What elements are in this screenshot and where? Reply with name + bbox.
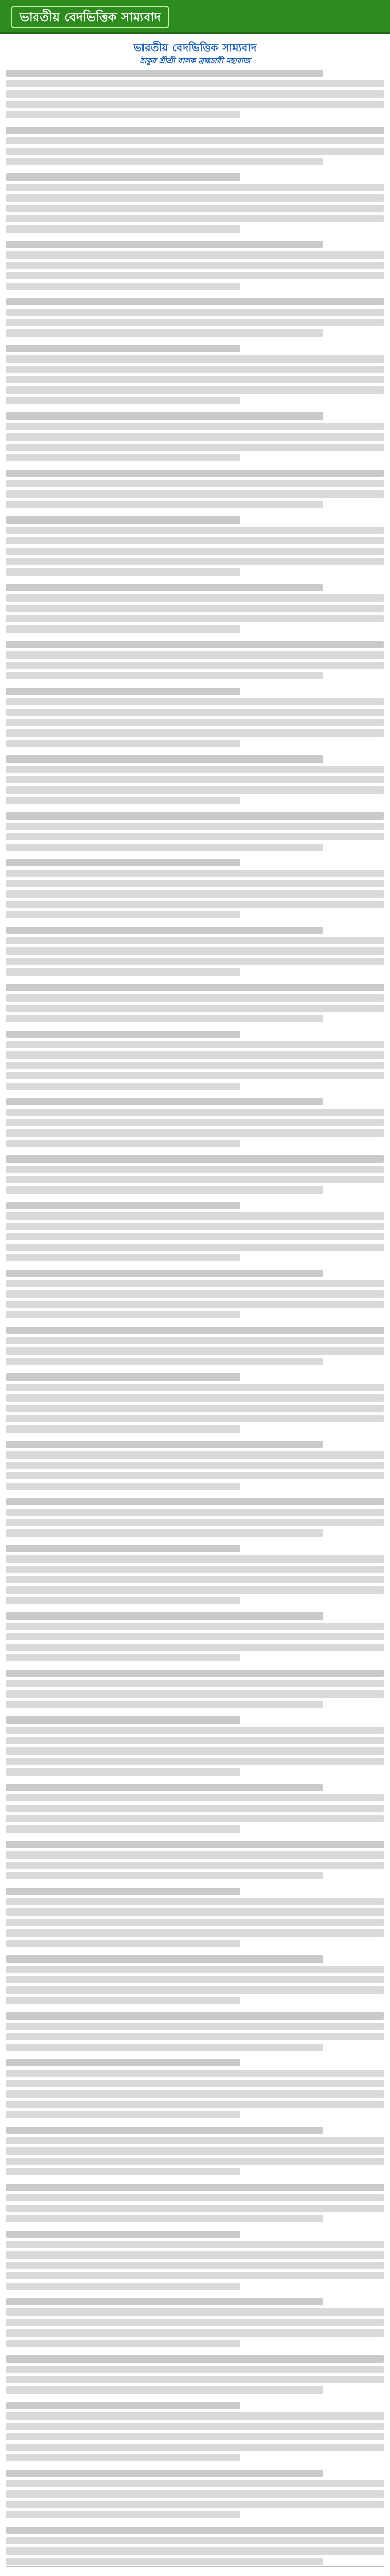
question-line (6, 2470, 323, 2477)
paragraph-gap (6, 1093, 384, 1098)
question-line (6, 755, 323, 763)
text-line (6, 215, 384, 222)
text-line (6, 2423, 384, 2430)
paragraph-gap (6, 854, 384, 859)
text-line (6, 1415, 384, 1422)
question-line (6, 2527, 384, 2534)
text-line (6, 870, 384, 877)
paragraph-gap (6, 236, 384, 241)
question-line (6, 2402, 240, 2409)
text-line (6, 1929, 384, 1937)
question-line (6, 1155, 384, 1163)
question-line (6, 812, 384, 820)
paragraph-gap (6, 168, 384, 173)
text-line (6, 2158, 384, 2165)
text-line (6, 2033, 384, 2040)
text-line (6, 2329, 384, 2337)
article-byline: ঠাকুর শ্রীশ্রী বালক ব্রহ্মচারী মহারাজ (139, 56, 250, 65)
text-line (6, 433, 384, 441)
text-line (6, 1986, 384, 1994)
text-line (6, 501, 323, 508)
text-line (6, 1394, 384, 1402)
text-line (6, 1176, 384, 1183)
text-line (6, 2501, 384, 2508)
text-line (6, 2090, 384, 2098)
text-line (6, 2558, 323, 2565)
text-line (6, 1872, 323, 1879)
header-banner (0, 0, 390, 34)
text-line (6, 2023, 384, 2030)
text-line (6, 1254, 240, 1261)
divider (6, 2566, 384, 2567)
text-line (6, 844, 323, 851)
paragraph-gap (6, 2225, 384, 2231)
paragraph-gap (6, 1711, 384, 1716)
text-line (6, 262, 384, 269)
text-line (6, 2168, 240, 2175)
paragraph-gap (6, 122, 384, 127)
text-line (6, 329, 323, 337)
text-line (6, 1462, 384, 1469)
text-line (6, 225, 240, 233)
text-line (6, 319, 384, 326)
text-line (6, 2376, 384, 2383)
paragraph-gap (6, 807, 384, 812)
paragraph-gap (6, 1025, 384, 1031)
question-line (6, 2231, 240, 2238)
paragraph-gap (6, 511, 384, 516)
text-line (6, 158, 323, 165)
text-line (6, 2241, 384, 2248)
text-line (6, 2537, 384, 2544)
text-line (6, 1940, 240, 1947)
text-line (6, 251, 384, 259)
paragraph-gap (6, 1883, 384, 1888)
text-line (6, 2386, 323, 2394)
text-line (6, 2215, 323, 2222)
text-line (6, 1384, 384, 1391)
question-line (6, 584, 323, 591)
text-line (6, 2340, 240, 2347)
text-line (6, 786, 384, 794)
text-line (6, 309, 384, 316)
question-line (6, 2059, 240, 2066)
text-line (6, 1062, 384, 1069)
paragraph-gap (6, 1197, 384, 1202)
text-line (6, 2070, 384, 2077)
text-line (6, 2308, 384, 2316)
question-line (6, 2127, 323, 2134)
text-line (6, 1041, 384, 1048)
text-line (6, 2080, 384, 2087)
text-line (6, 490, 384, 498)
paragraph-gap (6, 464, 384, 470)
text-line (6, 386, 384, 394)
paragraph-gap (6, 1264, 384, 1270)
paragraph-gap (6, 1436, 384, 1441)
text-line (6, 1015, 323, 1022)
text-line (6, 90, 384, 98)
text-line (6, 615, 384, 622)
text-line (6, 594, 384, 602)
question-line (6, 2012, 384, 2020)
text-line (6, 1898, 384, 1905)
text-line (6, 2251, 384, 2259)
text-line (6, 2194, 384, 2201)
text-line (6, 833, 384, 840)
text-line (6, 1758, 384, 1765)
text-line (6, 1768, 240, 1776)
text-line (6, 1109, 384, 1116)
paragraph-gap (6, 2350, 384, 2355)
paragraph-gap (6, 293, 384, 298)
text-line (6, 184, 384, 191)
text-line (6, 2137, 384, 2144)
text-line (6, 1737, 384, 1744)
paragraph-gap (6, 1664, 384, 1670)
text-line (6, 2454, 240, 2461)
text-line (6, 454, 240, 461)
text-line (6, 366, 384, 373)
paragraph-gap (6, 1322, 384, 1327)
question-line (6, 173, 240, 181)
text-line (6, 698, 384, 705)
text-line (6, 2272, 384, 2279)
text-line (6, 672, 323, 679)
text-line (6, 1908, 384, 1916)
text-line (6, 729, 384, 737)
paragraph-gap (6, 1540, 384, 1545)
question-line (6, 1327, 384, 1334)
paragraph-gap (6, 2054, 384, 2059)
text-line (6, 444, 384, 451)
text-line (6, 2262, 384, 2269)
text-line (6, 1966, 384, 1973)
text-line (6, 2101, 384, 2108)
text-line (6, 766, 384, 773)
text-line (6, 558, 384, 565)
text-line (6, 1519, 384, 1526)
question-line (6, 1498, 384, 1505)
text-line (6, 80, 384, 87)
paragraph-gap (6, 2121, 384, 2127)
text-line (6, 548, 384, 555)
text-line (6, 1644, 384, 1651)
text-line (6, 740, 240, 747)
text-line (6, 376, 384, 383)
question-line (6, 127, 384, 134)
text-line (6, 1280, 384, 1287)
text-line (6, 1405, 384, 1412)
paragraph-gap (6, 2007, 384, 2012)
question-line (6, 470, 384, 477)
text-line (6, 1701, 323, 1708)
text-line (6, 423, 384, 430)
question-line (6, 1955, 323, 1963)
text-line (6, 662, 384, 669)
paragraph-gap (6, 2179, 384, 2184)
question-line (6, 1716, 240, 1724)
text-line (6, 480, 384, 487)
text-line (6, 1509, 384, 1516)
text-line (6, 890, 384, 898)
text-line (6, 1794, 384, 1801)
text-line (6, 1919, 384, 1926)
text-line (6, 1119, 384, 1126)
text-line (6, 947, 384, 955)
text-line (6, 651, 384, 659)
text-line (6, 1623, 384, 1630)
text-line (6, 1311, 240, 1318)
paragraph-gap (6, 2464, 384, 2470)
text-line (6, 880, 384, 887)
text-line (6, 2319, 384, 2326)
paragraph-gap (6, 1607, 384, 1612)
text-line (6, 1347, 384, 1355)
text-line (6, 1186, 323, 1194)
paragraph-gap (6, 407, 384, 412)
paragraph-gap (6, 636, 384, 641)
text-line (6, 283, 240, 290)
text-line (6, 2547, 384, 2555)
question-line (6, 859, 240, 866)
question-line (6, 1612, 323, 1620)
question-line (6, 688, 240, 695)
question-line (6, 927, 323, 934)
text-line (6, 2283, 240, 2290)
paragraph-gap (6, 340, 384, 345)
text-line (6, 1005, 384, 1012)
text-line (6, 937, 384, 944)
text-line (6, 205, 384, 212)
text-line (6, 2444, 384, 2451)
paragraph-gap (6, 1836, 384, 1841)
text-line (6, 911, 240, 918)
question-line (6, 1270, 323, 1277)
paragraph-gap (6, 922, 384, 927)
text-line (6, 272, 384, 279)
text-line (6, 2412, 384, 2420)
text-line (6, 2111, 240, 2118)
text-line (6, 776, 384, 783)
text-line (6, 1825, 240, 1833)
paragraph-gap (6, 1950, 384, 1955)
text-line (6, 625, 240, 633)
text-line (6, 137, 384, 144)
text-line (6, 1654, 240, 1661)
question-line (6, 641, 384, 648)
text-line (6, 1223, 384, 1230)
text-line (6, 1244, 384, 1251)
text-line (6, 1233, 384, 1240)
question-line (6, 1202, 240, 1209)
paragraph-gap (6, 2293, 384, 2298)
text-line (6, 958, 384, 965)
text-line (6, 823, 384, 830)
text-line (6, 194, 384, 202)
text-line (6, 1690, 384, 1698)
text-line (6, 1727, 384, 1734)
question-line (6, 1888, 240, 1895)
question-line (6, 241, 323, 248)
text-line (6, 1483, 240, 1490)
paragraph-gap (6, 750, 384, 755)
text-line (6, 2490, 384, 2498)
text-line (6, 111, 240, 118)
text-line (6, 709, 384, 716)
text-line (6, 1851, 384, 1859)
text-line (6, 1680, 384, 1687)
text-line (6, 1083, 240, 1090)
text-line (6, 1529, 323, 1537)
question-line (6, 1031, 240, 1038)
text-line (6, 568, 240, 576)
paragraph-gap (6, 1779, 384, 1784)
text-line (6, 1747, 384, 1755)
paragraph-gap (6, 683, 384, 688)
text-line (6, 901, 384, 908)
text-line (6, 2433, 384, 2440)
text-line (6, 1140, 240, 1147)
text-line (6, 1597, 240, 1604)
text-line (6, 1301, 384, 1308)
text-line (6, 1451, 384, 1459)
question-line (6, 2298, 323, 2305)
text-line (6, 1633, 384, 1640)
question-line (6, 298, 384, 305)
text-line (6, 1576, 384, 1583)
text-line (6, 2366, 384, 2373)
question-line (6, 516, 240, 524)
text-line (6, 148, 384, 155)
text-line (6, 1566, 384, 1573)
question-line (6, 70, 323, 77)
text-line (6, 1472, 384, 1479)
text-line (6, 2480, 384, 2487)
text-line (6, 797, 240, 804)
text-line (6, 1862, 384, 1869)
text-line (6, 2511, 240, 2518)
paragraph-gap (6, 1368, 384, 1373)
question-line (6, 984, 384, 991)
question-line (6, 1841, 384, 1848)
paragraph-gap (6, 2521, 384, 2527)
text-line (6, 994, 384, 1002)
question-line (6, 1098, 323, 1105)
article-heading: ভারতীয় বেদভিত্তিক সাম্যবাদ (133, 42, 257, 54)
question-line (6, 412, 323, 420)
text-line (6, 605, 384, 612)
text-line (6, 355, 384, 363)
banner-title: ভারতীয় বেদভিত্তিক সাম্যবাদ (11, 6, 169, 28)
text-line (6, 1337, 384, 1344)
text-line (6, 101, 384, 108)
question-line (6, 2355, 384, 2363)
article-body (6, 70, 384, 2568)
text-line (6, 1997, 240, 2004)
text-line (6, 2147, 384, 2155)
question-line (6, 1670, 384, 1677)
question-line (6, 1373, 240, 1381)
text-line (6, 2205, 384, 2212)
text-line (6, 1805, 384, 1812)
text-line (6, 1166, 384, 1173)
paragraph-gap (6, 2397, 384, 2402)
text-line (6, 1815, 384, 1822)
text-line (6, 1129, 384, 1137)
paragraph-gap (6, 579, 384, 584)
question-line (6, 345, 240, 352)
paragraph-gap (6, 979, 384, 984)
text-line (6, 1586, 384, 1594)
text-line (6, 1051, 384, 1059)
text-line (6, 1290, 384, 1298)
text-line (6, 397, 240, 404)
text-line (6, 537, 384, 544)
question-line (6, 1784, 323, 1791)
question-line (6, 2184, 384, 2191)
text-line (6, 1072, 384, 1079)
text-line (6, 968, 240, 976)
question-line (6, 1441, 323, 1448)
text-line (6, 719, 384, 726)
paragraph-gap (6, 1493, 384, 1498)
text-line (6, 527, 384, 534)
text-line (6, 1212, 384, 1220)
question-line (6, 1545, 240, 1552)
text-line (6, 1425, 240, 1433)
paragraph-gap (6, 1150, 384, 1155)
text-line (6, 1358, 323, 1365)
text-line (6, 1976, 384, 1983)
text-line (6, 2044, 323, 2051)
text-line (6, 1555, 384, 1563)
